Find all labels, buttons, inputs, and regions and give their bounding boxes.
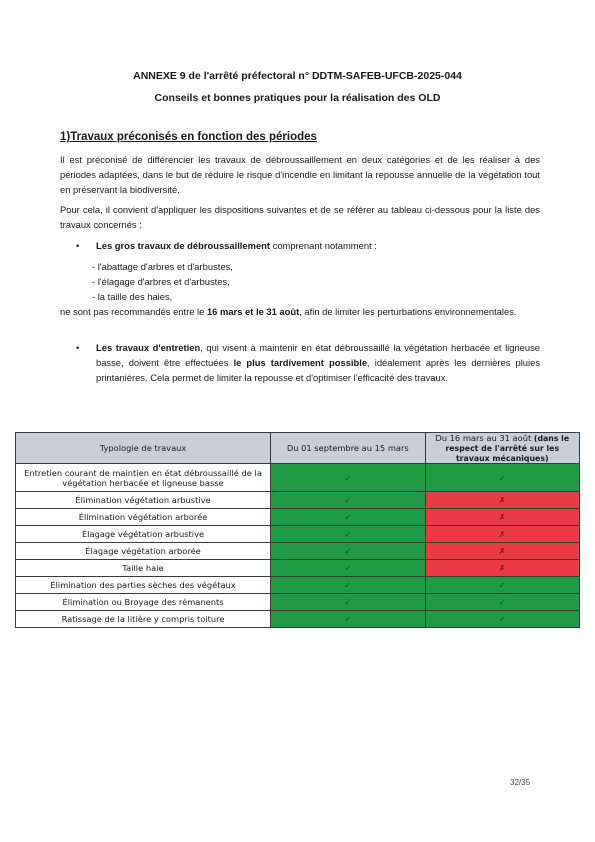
bullet-heavy-works-rest: comprenant notamment : <box>270 240 377 251</box>
check-icon: ✓ <box>425 577 579 594</box>
check-icon: ✓ <box>271 492 425 509</box>
page-number: 32/35 <box>510 778 531 787</box>
cross-icon: ✗ <box>425 492 579 509</box>
cross-icon: ✗ <box>425 526 579 543</box>
row-label: Élimination végétation arborée <box>16 509 271 526</box>
maintenance-end: , idéalement après les dernières pluies printanières. Cela permet de limiter la repousse et d'optimiser l'efficacité des travaux. <box>96 357 541 383</box>
table-row <box>16 577 580 594</box>
table-header-row <box>16 433 580 464</box>
row-label: Élimination végétation arbustive <box>16 492 271 509</box>
check-icon: ✓ <box>271 611 425 628</box>
check-icon: ✓ <box>425 611 579 628</box>
period-before: ne sont pas recommandés entre le <box>60 306 207 317</box>
maintenance-bold2: le plus tardivement possible <box>233 357 368 368</box>
check-icon: ✓ <box>425 464 579 492</box>
instruction-paragraph: Pour cela, il convient d'appliquer les dispositions suivantes et de se référer au tableau ci-dessous pour la liste des travaux concernés : <box>60 204 540 230</box>
row-label: Élagage végétation arborée <box>16 543 271 560</box>
table-row <box>16 543 580 560</box>
maintenance-mid: , qui visent à maintenir en état débroussaillé la végétation herbacée et ligneuse basse, doivent être effectuées <box>96 342 541 368</box>
intro-paragraph: Il est préconisé de différencier les travaux de débroussaillement en deux catégories et de les réaliser à des périodes adaptées, dans le but de réduire le risque d'incendie en limitant la repousse annuelle de la végétation tout en préservant la biodiversité. <box>60 154 540 195</box>
check-icon: ✓ <box>271 577 425 594</box>
cross-icon: ✗ <box>425 560 579 577</box>
bullet-dot-icon: • <box>76 240 80 251</box>
row-label: Élimination ou Broyage des rémanents <box>16 594 271 611</box>
row-label: Entretien courant de maintien en état débroussaillé de la végétation herbacée et ligneuse basse <box>16 464 271 492</box>
bullet-maintenance-works <box>96 340 540 385</box>
maintenance-bold: Les travaux d'entretien <box>96 342 201 353</box>
header-period-2 <box>425 433 579 464</box>
check-icon: ✓ <box>271 594 425 611</box>
list-item: - l'abattage d'arbres et d'arbustes, <box>92 261 233 272</box>
list-item: - la taille des haies, <box>92 291 173 302</box>
row-label: Élimination des parties sèches des végétaux <box>16 577 271 594</box>
period-after: , afin de limiter les perturbations environnementales. <box>299 306 517 317</box>
annex-subtitle: Conseils et bonnes pratiques pour la réalisation des OLD <box>154 92 441 104</box>
check-icon: ✓ <box>271 560 425 577</box>
table-row <box>16 560 580 577</box>
table-row <box>16 509 580 526</box>
header-period-2-note: (dans le respect de l'arrêté sur les travaux mécaniques) <box>445 434 570 463</box>
period-paragraph <box>60 304 540 319</box>
table-row <box>16 594 580 611</box>
bullet-heavy-works <box>96 238 540 253</box>
table-row <box>16 492 580 509</box>
check-icon: ✓ <box>425 594 579 611</box>
bullet-dot-icon: • <box>76 342 80 353</box>
cross-icon: ✗ <box>425 543 579 560</box>
annex-title: ANNEXE 9 de l'arrêté préfectoral n° DDTM-SAFEB-UFCB-2025-044 <box>133 70 462 82</box>
works-period-table <box>15 432 580 628</box>
section-heading: 1)Travaux préconisés en fonction des périodes <box>60 131 317 143</box>
table-row <box>16 611 580 628</box>
row-label: Élagage végétation arbustive <box>16 526 271 543</box>
cross-icon: ✗ <box>425 509 579 526</box>
table-row <box>16 526 580 543</box>
check-icon: ✓ <box>271 509 425 526</box>
header-period-2-label: Du 16 mars au 31 août <box>435 433 534 443</box>
list-item: - l'élagage d'arbres et d'arbustes, <box>92 276 230 287</box>
check-icon: ✓ <box>271 526 425 543</box>
check-icon: ✓ <box>271 543 425 560</box>
table-row <box>16 464 580 492</box>
row-label: Ratissage de la litière y compris toiture <box>16 611 271 628</box>
header-work-type: Typologie de travaux <box>16 433 271 464</box>
bullet-heavy-works-bold: Les gros travaux de débroussaillement <box>96 240 271 251</box>
header-period-1: Du 01 septembre au 15 mars <box>271 433 425 464</box>
period-dates: 16 mars et le 31 août <box>206 306 300 317</box>
row-label: Taille haie <box>16 560 271 577</box>
check-icon: ✓ <box>271 464 425 492</box>
